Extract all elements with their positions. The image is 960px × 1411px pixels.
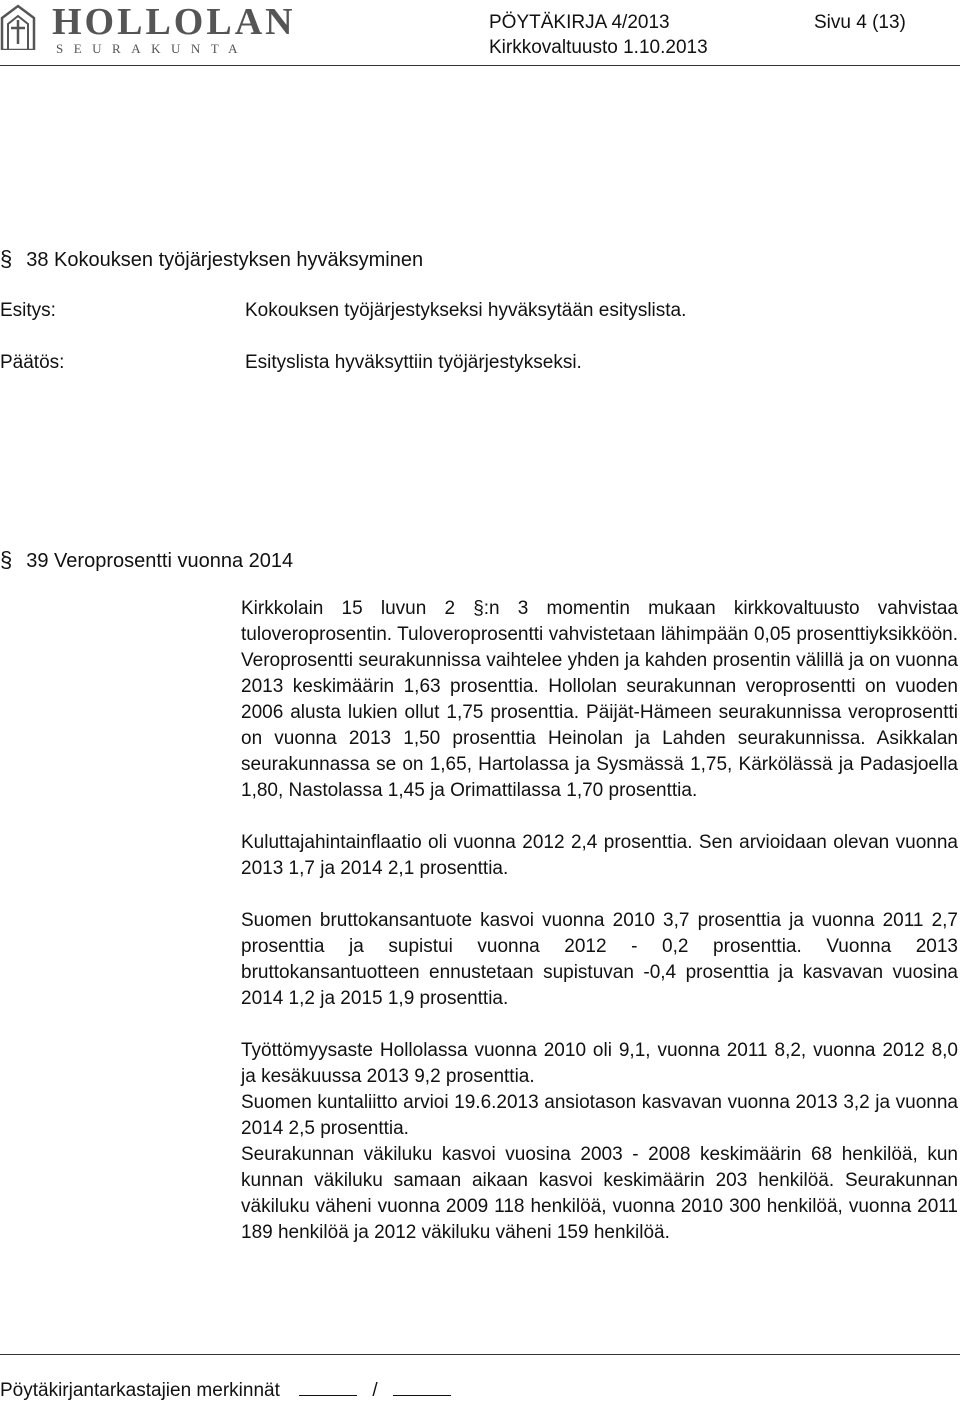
paragraph-ansiotaso: Suomen kuntaliitto arvioi 19.6.2013 ansiotason kasvavan vuonna 2013 3,2 ja vuonna 2014 2,5 prosenttia. <box>241 1092 958 1139</box>
section-38-heading <box>0 247 423 272</box>
section-38-title: 38 Kokouksen työjärjestyksen hyväksyminen <box>26 249 424 271</box>
logo-subtitle: SEURAKUNTA <box>56 41 249 56</box>
footer-divider <box>0 1354 960 1355</box>
document-title: PÖYTÄKIRJA 4/2013 <box>489 12 670 33</box>
footer-separator: / <box>372 1380 378 1401</box>
footer-label: Pöytäkirjantarkastajien merkinnät <box>0 1380 280 1401</box>
signature-blank-2 <box>393 1394 451 1396</box>
paragraph-tyottomyys: Työttömyysaste Hollolassa vuonna 2010 oli 9,1, vuonna 2011 8,2, vuonna 2012 8,0 ja kesäkuussa 2013 9,2 prosenttia. <box>241 1040 958 1087</box>
section-39-title: 39 Veroprosentti vuonna 2014 <box>26 550 294 572</box>
paragraph-veroprosentti: Kirkkolain 15 luvun 2 §:n 3 momentin mukaan kirkkovaltuusto vahvistaa tuloveroprosentin. Tuloveroprosentti vahvistetaan lähimpään 0,05 prosenttiyksikköön. Veroprosentti seurakunnissa vaihtelee yhden ja kahden prosentin välillä ja on vuonna 2013 keskimäärin 1,63 prosenttia. Hollolan seurakunnan veroprosentti on vuoden 2006 alusta lukien ollut 1,75 prosenttia. Päijät-Hämeen seurakunnissa veroprosentti on vuonna 2013 1,50 prosenttia Heinolan ja Lahden seurakunnissa. Asikkalan seurakunnassa se on 1,65, Hartolassa ja Sysmässä 1,75, Kärkölässä ja Padasjoella 1,80, Nastolassa 1,45 ja Orimattilassa 1,70 prosenttia. <box>241 598 958 801</box>
meeting-title: Kirkkovaltuusto 1.10.2013 <box>489 37 708 58</box>
paragraph-vakiluku: Seurakunnan väkiluku kasvoi vuosina 2003 - 2008 keskimäärin 68 henkilöä, kun kunnan väkiluku samaan aikaan kasvoi keskimäärin 203 henkilöä. Seurakunnan väkiluku väheni vuonna 2009 118 henkilöä, vuonna 2010 300 henkilöä, vuonna 2011 189 henkilöä ja 2012 väkiluku väheni 159 henkilöä. <box>241 1144 958 1243</box>
esitys-text: Kokouksen työjärjestykseksi hyväksytään esityslista. <box>245 300 687 321</box>
paatos-label: Päätös: <box>0 352 65 373</box>
header-divider <box>0 65 960 66</box>
signature-blank-1 <box>299 1394 357 1396</box>
paatos-text: Esityslista hyväksyttiin työjärjestykseksi. <box>245 352 582 373</box>
footer <box>0 1380 451 1402</box>
esitys-label: Esitys: <box>0 300 56 321</box>
parish-logo <box>0 1 296 58</box>
section-39-body <box>241 596 958 1246</box>
section-sign: § <box>0 547 13 572</box>
page-number: Sivu 4 (13) <box>814 12 906 33</box>
section-sign: § <box>0 246 13 271</box>
church-logo-icon <box>0 4 36 50</box>
section-39-heading <box>0 548 293 573</box>
paragraph-bkt: Suomen bruttokansantuote kasvoi vuonna 2010 3,7 prosenttia ja vuonna 2011 2,7 prosenttia ja supistui vuonna 2012 - 0,2 prosenttia. Vuonna 2013 bruttokansantuotteen ennustetaan supistuvan -0,4 prosenttia ja kasvavan vuosina 2014 1,2 ja 2015 1,9 prosenttia. <box>241 910 958 1009</box>
logo-name: HOLLOLAN <box>52 1 296 43</box>
paragraph-inflaatio: Kuluttajahintainflaatio oli vuonna 2012 2,4 prosenttia. Sen arvioidaan olevan vuonna 2013 1,7 ja 2014 2,1 prosenttia. <box>241 832 958 879</box>
